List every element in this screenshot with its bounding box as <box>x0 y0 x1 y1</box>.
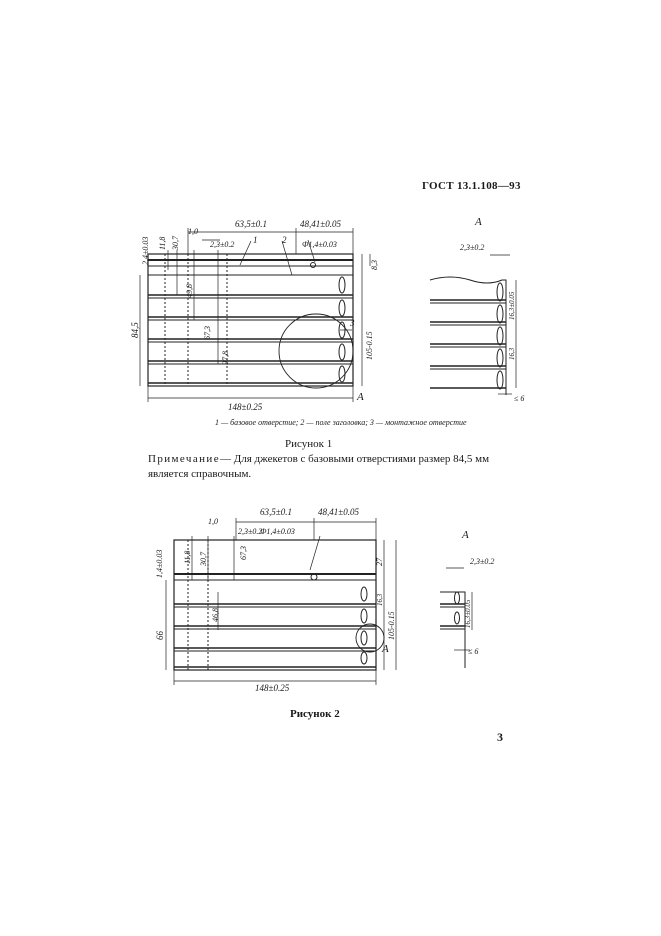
fig2-dim-23: 2,3±0.2 <box>238 527 263 536</box>
figure-2-caption: Рисунок 2 <box>290 708 340 720</box>
fig1-dim-978: 97,8 <box>221 351 230 365</box>
figure-1-detail-a <box>430 255 516 395</box>
fig2-dim-48: 48,41±0.05 <box>318 507 359 517</box>
fig2-dim-118: 11,8 <box>183 550 192 564</box>
fig2-dim-14: 1,4±0.03 <box>155 549 164 578</box>
fig1-dim-48: 48,41±0.05 <box>300 219 341 229</box>
figure-1-caption: Рисунок 1 <box>285 438 333 450</box>
fig2-det-23: 2,3±0.2 <box>470 557 495 566</box>
fig1-dim-63: 63,5±0.1 <box>235 219 267 229</box>
fig1-dim-845: 84,5 <box>130 322 140 338</box>
fig2-det-6: ≤ 6 <box>468 647 479 656</box>
note-text: — Для джекетов с базовыми отверстиями размер 84,5 мм является справочным. <box>148 453 490 480</box>
fig2-dim-148: 148±0.25 <box>255 683 290 693</box>
fig1-callout-2: 2 <box>282 235 287 245</box>
fig1-det-6: ≤ 6 <box>514 394 525 403</box>
fig2-dim-10: 1,0 <box>208 517 218 526</box>
note-lead: Примечание <box>148 453 220 465</box>
fig1-dim-118: 11,8 <box>158 236 167 250</box>
fig2-det-163: 16,3±0.05 <box>464 599 472 628</box>
fig1-det-23: 2,3±0.2 <box>460 243 485 252</box>
fig2-detail-title-a: А <box>462 529 469 541</box>
fig1-dim-83: 8,3 <box>370 260 379 270</box>
fig1-dim-498: 49,8 <box>185 284 194 298</box>
figure-2-drawing <box>150 500 510 700</box>
page-number: 3 <box>497 730 503 744</box>
fig2-dim-673: 67,3 <box>239 546 248 560</box>
fig1-dim-673: 67,3 <box>203 326 212 340</box>
figure-1-legend: 1 — базовое отверстие; 2 — поле заголовка; 3 — монтажное отверстие <box>215 418 467 427</box>
fig1-dim-23: 2,3±0.2 <box>210 240 235 249</box>
fig1-dim-148: 148±0.25 <box>228 402 263 412</box>
fig1-det-163a: 16,3±0.05 <box>508 291 516 320</box>
fig2-dim-63: 63,5±0.1 <box>260 507 292 517</box>
standard-header: ГОСТ 13.1.108—93 <box>422 180 521 192</box>
fig1-callout-1: 1 <box>253 235 258 245</box>
fig2-dim-163: 16,3 <box>376 593 384 606</box>
fig1-detail-label-a: А <box>357 391 364 403</box>
fig2-dim-phi: Ф1,4±0.03 <box>260 527 295 536</box>
fig2-dim-27: 27 <box>375 558 384 566</box>
fig2-dim-66: 66 <box>155 631 165 640</box>
fig2-detail-label-a: А <box>382 643 389 655</box>
fig2-dim-468: 46,8 <box>211 608 220 622</box>
fig1-dim-105: 105-0.15 <box>365 331 374 360</box>
fig1-det-163b: 16,3 <box>508 347 516 360</box>
note-paragraph <box>148 452 528 482</box>
fig2-dim-307: 30,7 <box>199 552 208 566</box>
fig1-dim-phi: Ф1,4±0.03 <box>302 240 337 249</box>
fig2-dim-105: 105-0.15 <box>387 611 396 640</box>
fig1-callout-3: 3 <box>350 318 355 328</box>
fig1-dim-10: 1,0 <box>188 227 198 236</box>
fig1-dim-24: 2,4±0.03 <box>141 236 150 265</box>
fig1-dim-307: 30,7 <box>171 236 180 250</box>
figure-1-drawing <box>130 210 530 415</box>
figure-1-jacket <box>148 254 353 388</box>
fig1-detail-title-a: А <box>475 216 482 228</box>
